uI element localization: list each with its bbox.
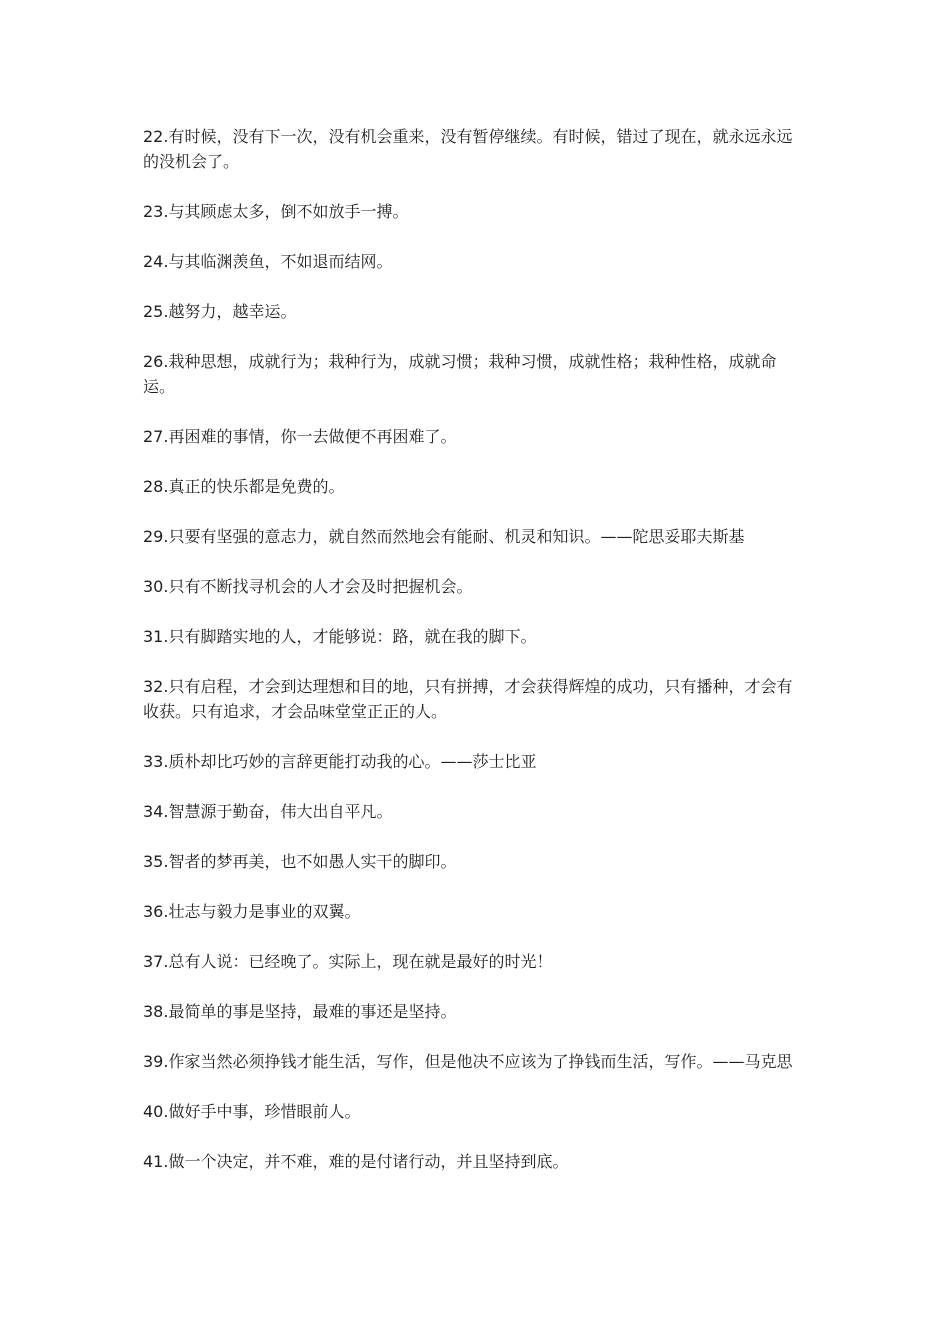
quote-34: 34.智慧源于勤奋，伟大出自平凡。 [143, 802, 393, 821]
quote-31: 31.只有脚踏实地的人，才能够说：路，就在我的脚下。 [143, 627, 537, 646]
quote-27: 27.再困难的事情，你一去做便不再困难了。 [143, 427, 457, 446]
quote-40: 40.做好手中事，珍惜眼前人。 [143, 1102, 361, 1121]
quote-24: 24.与其临渊羡鱼，不如退而结网。 [143, 252, 393, 271]
quote-35: 35.智者的梦再美，也不如愚人实干的脚印。 [143, 852, 457, 871]
quote-25: 25.越努力，越幸运。 [143, 302, 297, 321]
quote-41: 41.做一个决定，并不难，难的是付诸行动，并且坚持到底。 [143, 1152, 569, 1171]
quote-36: 36.壮志与毅力是事业的双翼。 [143, 902, 361, 921]
quote-30: 30.只有不断找寻机会的人才会及时把握机会。 [143, 577, 473, 596]
quote-37: 37.总有人说：已经晚了。实际上，现在就是最好的时光！ [143, 952, 553, 971]
quote-38: 38.最简单的事是坚持，最难的事还是坚持。 [143, 1002, 457, 1021]
quote-39: 39.作家当然必须挣钱才能生活，写作，但是他决不应该为了挣钱而生活，写作。——马克思 [143, 1052, 793, 1071]
document-page [143, 124, 808, 1199]
quote-28: 28.真正的快乐都是免费的。 [143, 477, 345, 496]
quote-22: 22.有时候，没有下一次，没有机会重来，没有暂停继续。有时候，错过了现在，就永远永远的没机会了。 [143, 127, 793, 171]
quote-29: 29.只要有坚强的意志力，就自然而然地会有能耐、机灵和知识。——陀思妥耶夫斯基 [143, 527, 745, 546]
quote-23: 23.与其顾虑太多，倒不如放手一搏。 [143, 202, 409, 221]
quote-32: 32.只有启程，才会到达理想和目的地，只有拼搏，才会获得辉煌的成功，只有播种，才会有收获。只有追求，才会品味堂堂正正的人。 [143, 677, 793, 721]
quote-26: 26.栽种思想，成就行为；栽种行为，成就习惯；栽种习惯，成就性格；栽种性格，成就命运。 [143, 352, 777, 396]
quote-33: 33.质朴却比巧妙的言辞更能打动我的心。——莎士比亚 [143, 752, 537, 771]
